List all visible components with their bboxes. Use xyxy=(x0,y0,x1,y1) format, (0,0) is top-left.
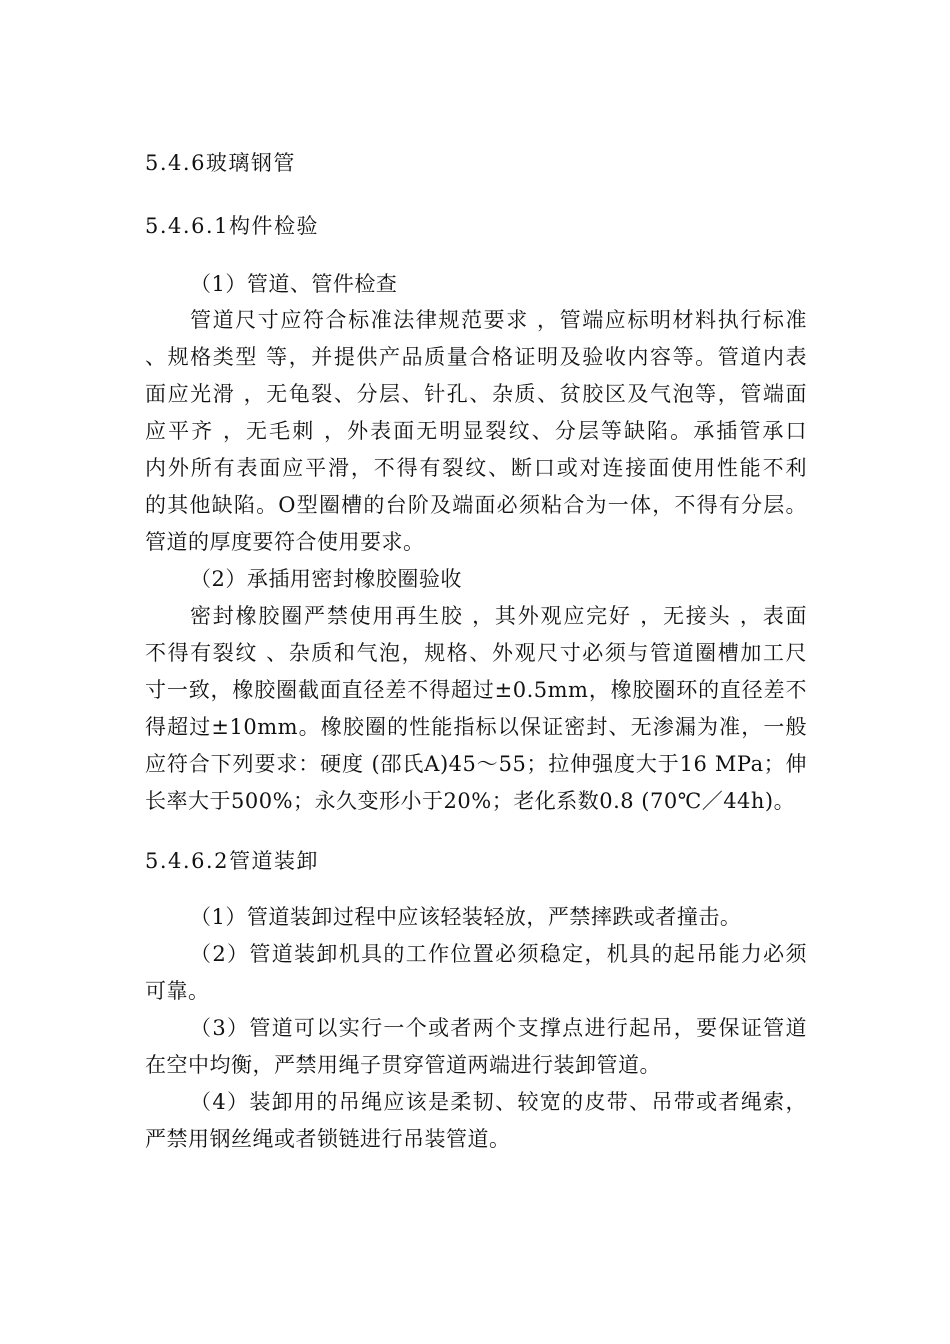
item1-line: 的其他缺陷。O型圈槽的台阶及端面必须粘合为一体，不得有分层。 xyxy=(145,493,807,517)
item2-line: 应符合下列要求：硬度 (邵氏A)45～55；拉伸强度大于16 MPa；伸 xyxy=(145,752,807,776)
item1-line: 面应光滑 ，无龟裂、分层、针孔、杂质、贫胶区及气泡等，管端面 xyxy=(145,382,807,406)
item1-line: 管道的厚度要符合使用要求。 xyxy=(145,530,425,554)
section-heading-5-4-6: 5.4.6玻璃钢管 xyxy=(145,151,296,175)
item1-line: 管道尺寸应符合标准法律规范要求 ，管端应标明材料执行标准 xyxy=(190,308,807,332)
handling-line: （3）管道可以实行一个或者两个支撑点进行起吊，要保证管道 xyxy=(190,1016,807,1040)
item2-line: 得超过±10mm。橡胶圈的性能指标以保证密封、无渗漏为准，一般 xyxy=(145,715,807,739)
handling-line: 可靠。 xyxy=(145,979,210,1003)
handling-line: 在空中均衡，严禁用绳子贯穿管道两端进行装卸管道。 xyxy=(145,1053,661,1077)
item1-line: 内外所有表面应平滑，不得有裂纹、断口或对连接面使用性能不利 xyxy=(145,456,807,480)
item1-line: 、规格类型 等，并提供产品质量合格证明及验收内容等。管道内表 xyxy=(145,345,807,369)
handling-line: 严禁用钢丝绳或者锁链进行吊装管道。 xyxy=(145,1127,511,1151)
item2-line: 不得有裂纹 、杂质和气泡，规格、外观尺寸必须与管道圈槽加工尺 xyxy=(145,641,807,665)
item2-line: 密封橡胶圈严禁使用再生胶 ，其外观应完好 ，无接头 ，表面 xyxy=(190,604,807,628)
item1-line: 应平齐 ，无毛刺 ，外表面无明显裂纹、分层等缺陷。承插管承口 xyxy=(145,419,807,443)
item1-title: （1）管道、管件检查 xyxy=(190,272,398,296)
item2-title: （2）承插用密封橡胶圈验收 xyxy=(190,567,462,591)
section-heading-5-4-6-2: 5.4.6.2管道装卸 xyxy=(145,849,319,873)
handling-line: （2）管道装卸机具的工作位置必须稳定，机具的起吊能力必须 xyxy=(190,942,807,966)
section-heading-5-4-6-1: 5.4.6.1构件检验 xyxy=(145,214,319,238)
item2-line: 长率大于500%；永久变形小于20%；老化系数0.8 (70℃／44h)。 xyxy=(145,789,796,813)
handling-line: （4）装卸用的吊绳应该是柔韧、较宽的皮带、吊带或者绳索， xyxy=(190,1090,807,1114)
item2-line: 寸一致，橡胶圈截面直径差不得超过±0.5mm，橡胶圈环的直径差不 xyxy=(145,678,807,702)
handling-line: （1）管道装卸过程中应该轻装轻放，严禁摔跌或者撞击。 xyxy=(190,905,742,929)
